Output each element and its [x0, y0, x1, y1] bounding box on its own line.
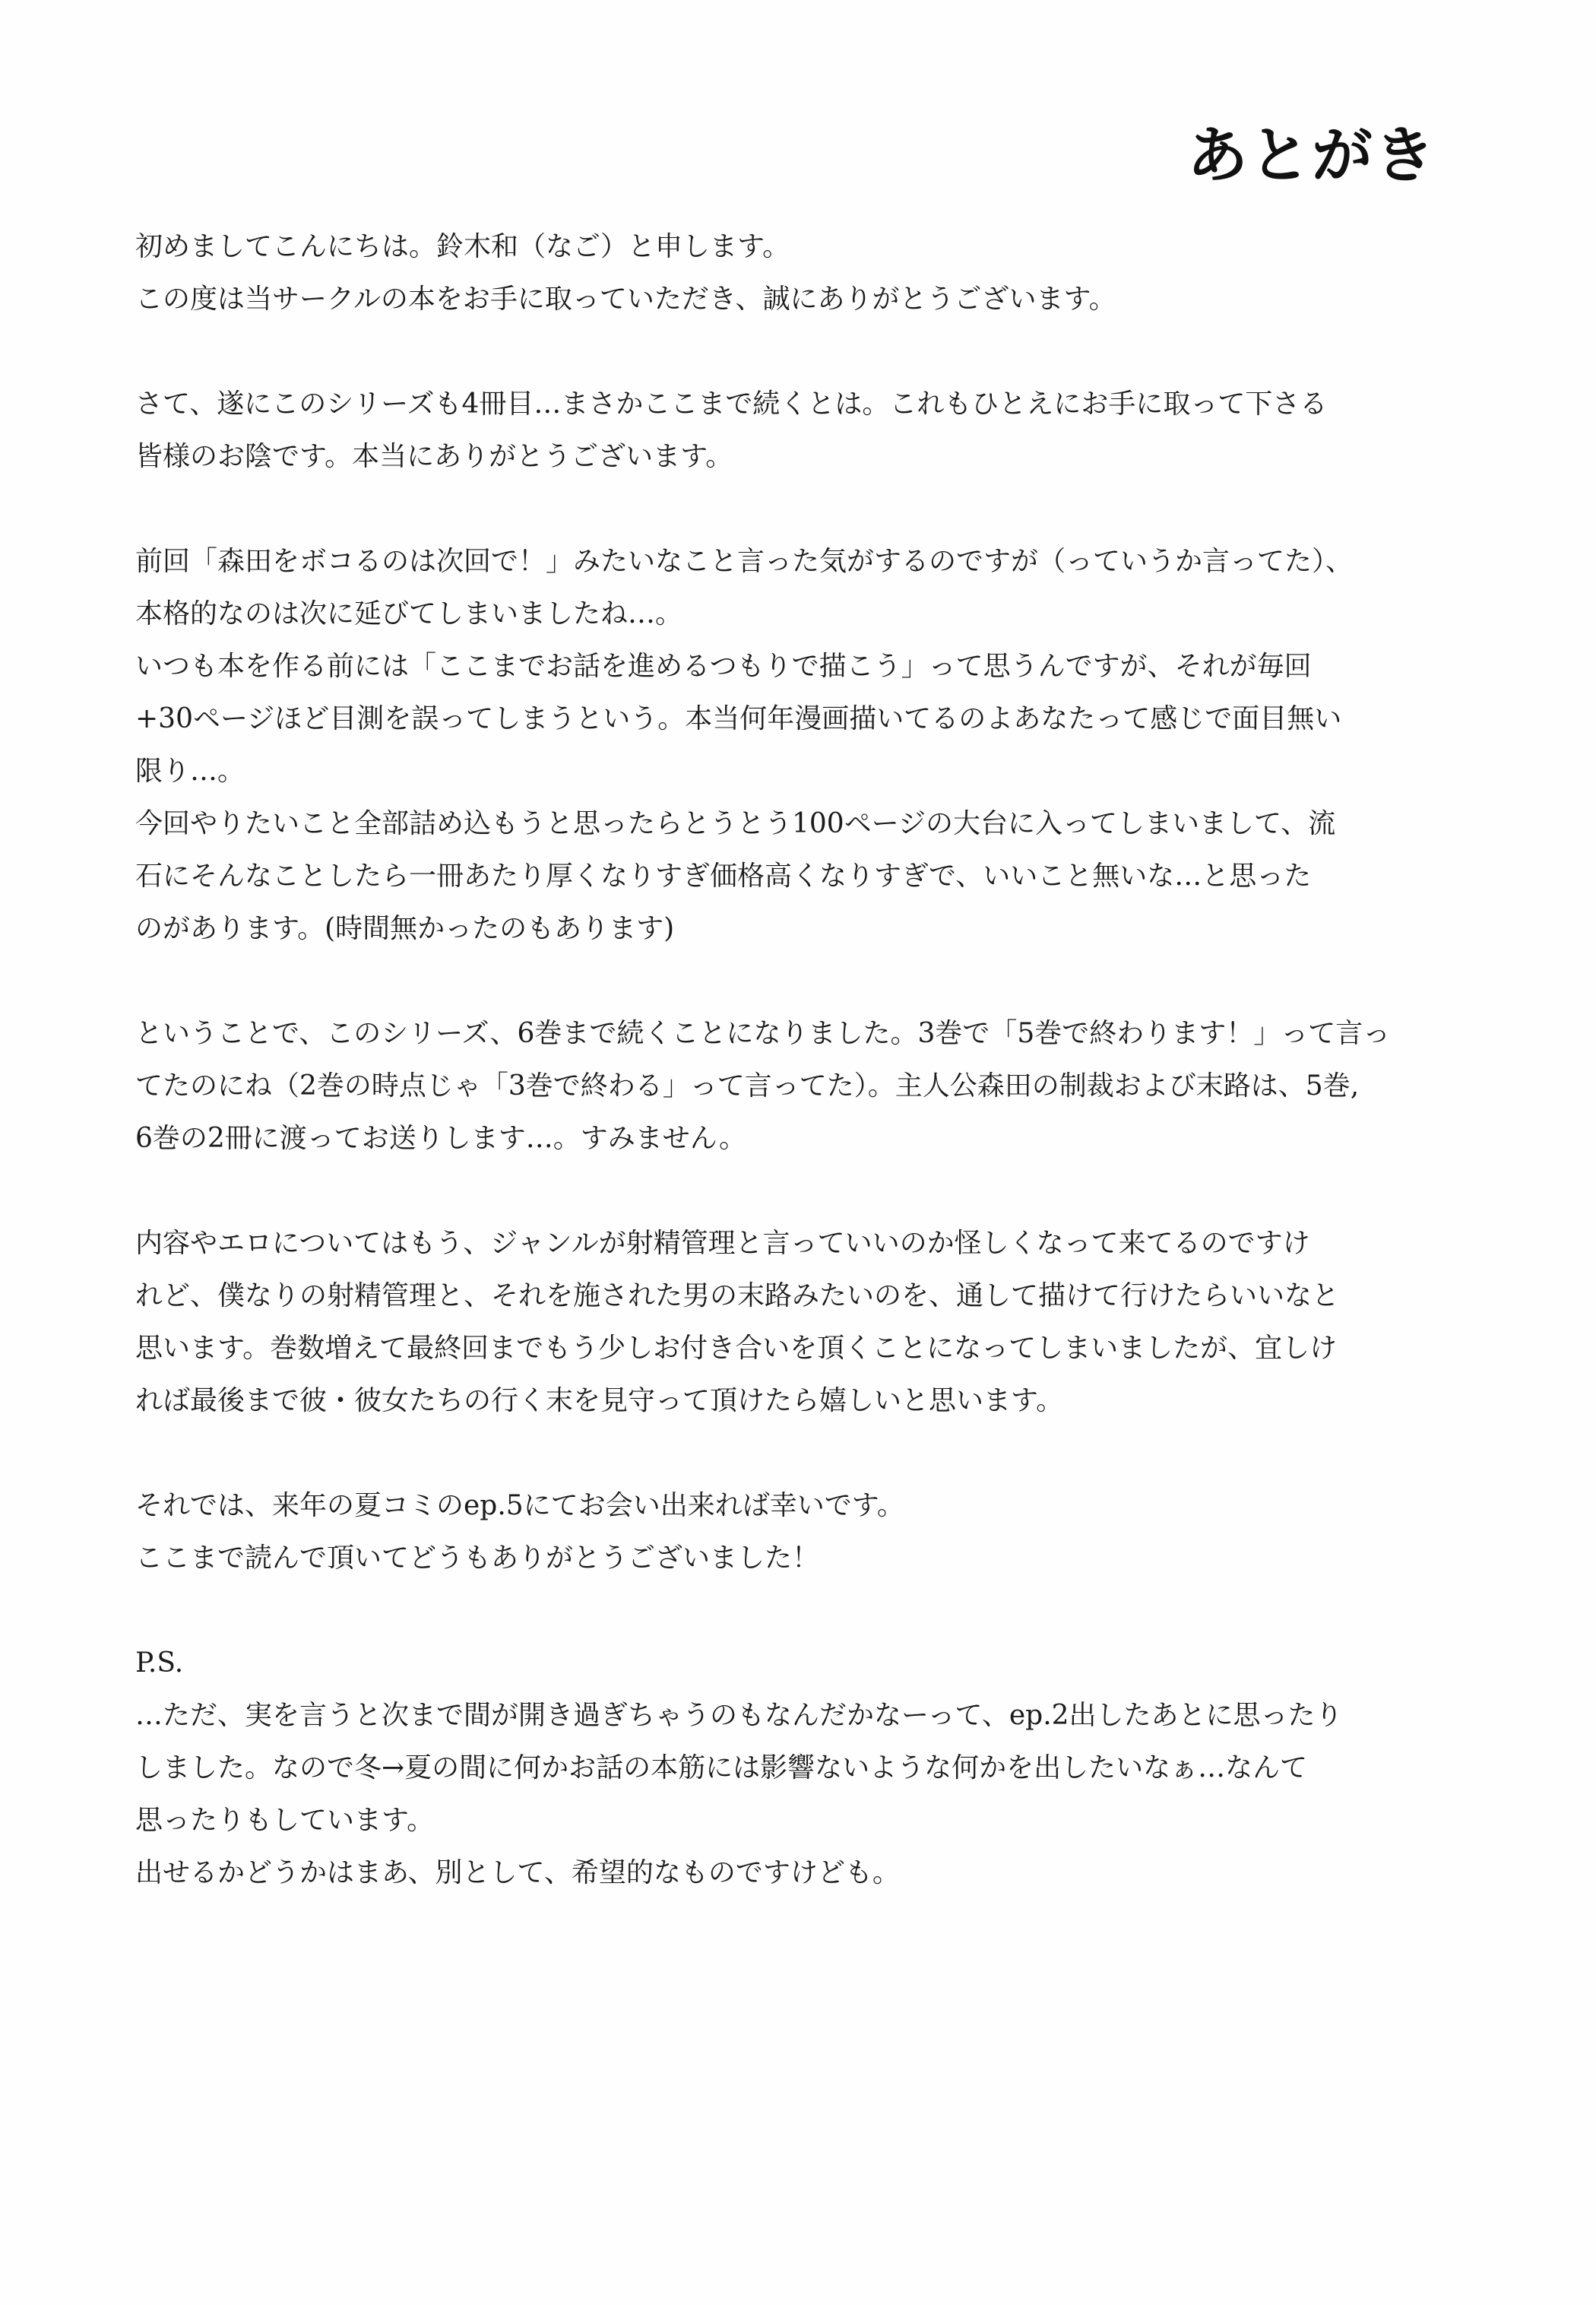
paragraph-postscript — [135, 1637, 1473, 1899]
text-line: いつも本を作る前には「ここまでお話を進めるつもりで描こう」って思うんですが、それが毎回 — [135, 651, 1312, 682]
text-line: 限り…。 — [135, 756, 245, 787]
paragraph-greeting — [135, 220, 1473, 325]
text-line: 今回やりたいこと全部詰め込もうと思ったらとうとう100ページの大台に入ってしまいまして、流 — [135, 808, 1336, 839]
text-line: 出せるかどうかはまあ、別として、希望的なものですけども。 — [135, 1857, 900, 1888]
text-line: のがあります。(時間無かったのもあります) — [135, 913, 675, 944]
text-line: 前回「森田をボコるのは次回で！」みたいなこと言った気がするのですが（っていうか言ってた）、 — [135, 546, 1354, 577]
text-line: 思ったりもしています。 — [135, 1805, 435, 1836]
text-line: しました。なので冬→夏の間に何かお話の本筋には影響ないような何かを出したいなぁ…なんて — [135, 1752, 1308, 1783]
text-line: さて、遂にこのシリーズも4冊目…まさかここまで続くとは。これもひとえにお手に取って下さる — [135, 388, 1328, 420]
text-line: 思います。巻数増えて最終回までもう少しお付き合いを頂くことになってしまいましたが、宜しけ — [135, 1333, 1338, 1364]
text-line: それでは、来年の夏コミのep.5にてお会い出来れば幸いです。 — [135, 1490, 904, 1521]
paragraph-series-length — [135, 1007, 1473, 1165]
paragraph-page-count — [135, 535, 1473, 955]
text-line: 皆様のお陰です。本当にありがとうございます。 — [135, 441, 733, 472]
text-line: ということで、このシリーズ、6巻まで続くことになりました。3巻で「5巻で終わります！」って言っ — [135, 1018, 1391, 1049]
text-line: …ただ、実を言うと次まで間が開き過ぎちゃうのもなんだかなーって、ep.2出したあとに思ったり — [135, 1700, 1343, 1731]
text-line: れば最後まで彼・彼女たちの行く末を見守って頂けたら嬉しいと思います。 — [135, 1385, 1064, 1416]
text-line: 本格的なのは次に延びてしまいましたね…。 — [135, 598, 683, 629]
text-line: +30ページほど目測を誤ってしまうという。本当何年漫画描いてるのよあなたって感じで面目無い — [135, 703, 1342, 734]
text-line: 6巻の2冊に渡ってお送りします…。すみません。 — [135, 1123, 746, 1154]
text-line: れど、僕なりの射精管理と、それを施された男の末路みたいのを、通して描けて行けたらいいなと — [135, 1280, 1340, 1311]
page-title: あとがき — [1187, 120, 1436, 191]
text-line: 内容やエロについてはもう、ジャンルが射精管理と言っていいのか怪しくなって来てるのですけ — [135, 1228, 1310, 1259]
text-line: てたのにね（2巻の時点じゃ「3巻で終わる」って言ってた）。主人公森田の制裁および末路は、5巻, — [135, 1070, 1360, 1102]
text-line: P.S. — [135, 1647, 184, 1679]
paragraph-thanks — [135, 378, 1473, 483]
paragraph-content — [135, 1217, 1473, 1427]
text-line: 石にそんなことしたら一冊あたり厚くなりすぎ価格高くなりすぎで、いいこと無いな…と思った — [135, 861, 1312, 892]
text-line: 初めましてこんにちは。鈴木和（なご）と申します。 — [135, 231, 790, 262]
paragraph-closing — [135, 1479, 1473, 1584]
text-line: この度は当サークルの本をお手に取っていただき、誠にありがとうございます。 — [135, 284, 1116, 315]
afterword-body — [135, 220, 1473, 1951]
text-line: ここまで読んで頂いてどうもありがとうございました！ — [135, 1542, 820, 1574]
